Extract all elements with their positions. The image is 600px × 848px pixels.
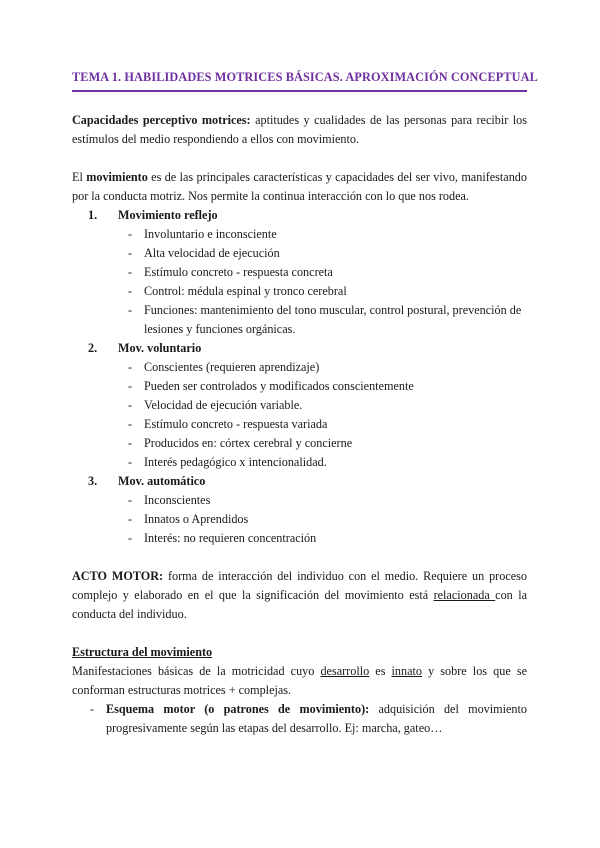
dash-bullet: - (128, 398, 133, 412)
esquema-motor-text: adquisición del movimiento progresivamente según las etapas del desarrollo. Ej: marcha, gateo… (106, 702, 527, 735)
acto-motor-paragraph (72, 567, 527, 624)
list-item (72, 225, 527, 244)
list-item (72, 282, 527, 301)
dash-bullet: - (128, 493, 133, 507)
estructura-underlined-desarrollo: desarrollo (320, 664, 370, 678)
section-voluntario-title (72, 339, 527, 358)
dash-bullet: - (128, 417, 133, 431)
dash-bullet: - (128, 436, 133, 450)
list-item-text: Conscientes (requieren aprendizaje) (144, 360, 320, 374)
estructura-paragraph (72, 662, 527, 700)
list-item (72, 263, 527, 282)
list-item-text: Alta velocidad de ejecución (144, 246, 280, 260)
dash-bullet: - (90, 702, 95, 716)
acto-motor-term: ACTO MOTOR: (72, 569, 164, 583)
dash-bullet: - (128, 265, 133, 279)
esquema-motor-term: Esquema motor (o patrones de movimiento): (106, 702, 370, 716)
list-item (72, 396, 527, 415)
list-item-text: Inconscientes (144, 493, 211, 507)
dash-bullet: - (128, 512, 133, 526)
list-item-text: Interés pedagógico x intencionalidad. (144, 455, 327, 469)
list-item (72, 244, 527, 263)
list-item (72, 415, 527, 434)
document-body (72, 111, 527, 738)
list-item (72, 358, 527, 377)
page-title: TEMA 1. HABILIDADES MOTRICES BÁSICAS. APROXIMACIÓN CONCEPTUAL (72, 70, 538, 84)
acto-motor-underlined: relacionada (433, 588, 496, 602)
list-item-text: Innatos o Aprendidos (144, 512, 249, 526)
estructura-underlined-innato: innato (391, 664, 423, 678)
section-number: 3. (88, 474, 98, 488)
section-label: Movimiento reflejo (118, 208, 218, 222)
section-automatico-list (72, 491, 527, 548)
section-reflejo-title (72, 206, 527, 225)
title-divider (72, 90, 527, 92)
movement-post: es de las principales características y capacidades del ser vivo, manifestando por la conducta motriz. Nos permite la continua interacción con lo que nos rodea. (72, 170, 527, 203)
dash-bullet: - (128, 455, 133, 469)
dash-bullet: - (128, 284, 133, 298)
list-item-text: Funciones: mantenimiento del tono muscular, control postural, prevención de lesiones y funciones orgánicas. (144, 303, 522, 336)
dash-bullet: - (128, 360, 133, 374)
intro-term: Capacidades perceptivo motrices: (72, 113, 251, 127)
list-item (72, 529, 527, 548)
section-automatico-title (72, 472, 527, 491)
estructura-text: Manifestaciones básicas de la motricidad cuyo (72, 664, 321, 678)
list-item-text: Interés: no requieren concentración (144, 531, 317, 545)
section-label: Mov. voluntario (118, 341, 202, 355)
dash-bullet: - (128, 246, 133, 260)
acto-motor-text: forma de interacción del individuo con el medio. Requiere un proceso complejo y elaborado en el que la significación del movimiento está (72, 569, 527, 602)
list-item-text: Estímulo concreto - respuesta concreta (144, 265, 333, 279)
list-item-text: Estímulo concreto - respuesta variada (144, 417, 328, 431)
list-item-text: Involuntario e inconsciente (144, 227, 277, 241)
dash-bullet: - (128, 531, 133, 545)
list-item-text: Pueden ser controlados y modificados conscientemente (144, 379, 414, 393)
section-label: Mov. automático (118, 474, 206, 488)
acto-motor-text-end: con la conducta del individuo. (72, 588, 527, 621)
intro-definition: aptitudes y cualidades de las personas para recibir los estímulos del medio respondiendo a ellos con movimiento. (72, 113, 527, 146)
movement-paragraph (72, 168, 527, 206)
movement-term: movimiento (86, 170, 148, 184)
esquema-motor-item (72, 700, 527, 738)
dash-bullet: - (128, 303, 133, 317)
list-item (72, 491, 527, 510)
movement-pre: El (72, 170, 87, 184)
estructura-text: y sobre los que se conforman estructuras motrices + complejas. (72, 664, 527, 697)
list-item-text: Velocidad de ejecución variable. (144, 398, 303, 412)
estructura-text: es (369, 664, 392, 678)
list-item (72, 453, 527, 472)
list-item (72, 301, 527, 339)
list-item (72, 434, 527, 453)
section-number: 1. (88, 208, 98, 222)
dash-bullet: - (128, 227, 133, 241)
section-reflejo-list (72, 225, 527, 339)
list-item (72, 510, 527, 529)
section-voluntario-list (72, 358, 527, 472)
intro-paragraph (72, 111, 527, 149)
dash-bullet: - (128, 379, 133, 393)
list-item-text: Producidos en: córtex cerebral y concierne (144, 436, 353, 450)
list-item-text: Control: médula espinal y tronco cerebral (144, 284, 347, 298)
list-item (72, 377, 527, 396)
estructura-heading: Estructura del movimiento (72, 645, 213, 659)
section-number: 2. (88, 341, 98, 355)
